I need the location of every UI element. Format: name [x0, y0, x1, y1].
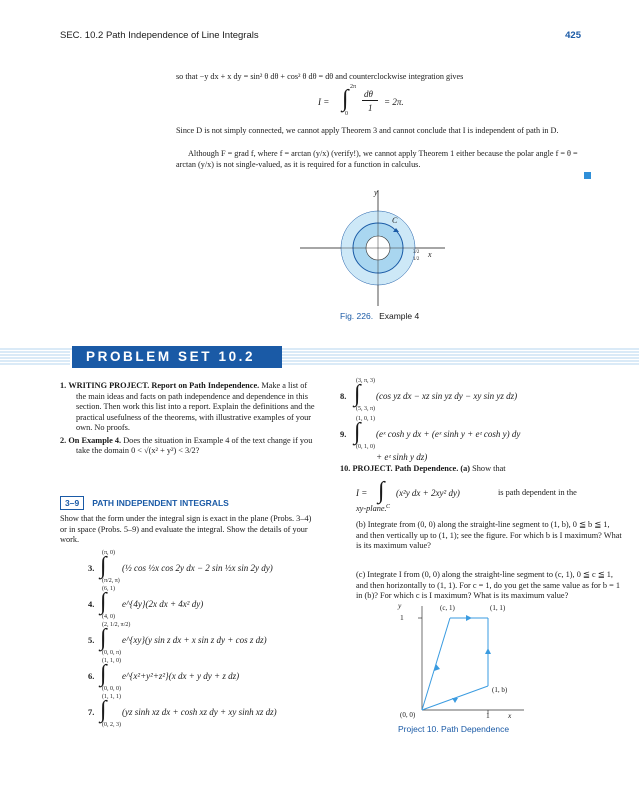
problem-5-upper: (2, 1/2, π/2): [102, 622, 131, 628]
integral-sign: ∫: [354, 419, 361, 445]
running-head: SEC. 10.2 Path Independence of Line Integrals: [60, 30, 259, 41]
p10fig-tick-x1: 1: [486, 711, 490, 720]
problem-5-lower: (0, 0, π): [102, 650, 122, 656]
problem-4-lower: (4, 0): [102, 614, 115, 620]
p10fig-label-11: (1, 1): [490, 604, 506, 612]
problem-5-integrand: e^{xy}(y sin z dx + x sin z dy + cos z dz): [122, 635, 267, 645]
problem-8: [340, 378, 620, 412]
problem-6-upper: (1, 1, 0): [102, 658, 121, 664]
p10-eq-tail2: xy-plane.: [356, 504, 387, 513]
left-column: [60, 381, 318, 457]
problem-8-integrand: (cos yz dx − xz sin yz dy − xy sin yz dz): [376, 391, 518, 401]
intro-line: so that −y dx + x dy = sin² θ dθ + cos² θ dθ = dθ and counterclockwise integration gives: [176, 72, 464, 81]
p10fig-arrow-up: [485, 648, 491, 654]
problem-6-integrand: e^{x²+y²+z²}(x dx + y dy + z dz): [122, 671, 240, 681]
section-title: PATH INDEPENDENT INTEGRALS: [92, 498, 229, 508]
fig226-label-c: C: [392, 216, 398, 225]
problem-10-head: [340, 464, 620, 475]
p10fig-tick-y1: 1: [400, 613, 404, 622]
problem-6-lower: (0, 0, 0): [102, 686, 121, 692]
p10-eq-integrand: (x²y dx + 2xy² dy): [396, 488, 460, 498]
page-number: 425: [565, 30, 581, 41]
figure-caption-label: Fig. 226.: [340, 311, 374, 321]
problem-7-upper: (1, 1, 1): [102, 694, 121, 700]
problem-10-num: 10.: [340, 464, 351, 473]
problem-2: [60, 436, 318, 457]
problem-10-a-label: (a): [460, 464, 471, 473]
integral-sign: ∫: [100, 697, 107, 723]
problem-6-num: 6.: [88, 671, 95, 681]
problem-10-title: PROJECT. Path Dependence.: [352, 464, 459, 473]
problem-2-head: On Example 4.: [68, 435, 122, 445]
problem-9-integrand: (eˣ cosh y dx + (eˣ sinh y + eᶻ cosh y) dy: [376, 429, 521, 439]
problem-1-head: WRITING PROJECT. Report on Path Independence.: [68, 381, 260, 390]
problem-3: [60, 550, 322, 584]
problem-7-num: 7.: [88, 707, 95, 717]
eq-lhs: I =: [318, 97, 330, 107]
problem-set-title: PROBLEM SET 10.2: [86, 349, 256, 364]
section-range: 3–9: [60, 496, 84, 510]
section-intro: Show that the form under the integral sign is exact in the plane (Probs. 3–4) or in space (Probs. 5–9) and evaluate the integral. Show the details of your work.: [60, 514, 312, 544]
p10fig-label-y: y: [398, 601, 402, 610]
integral-sign: ∫: [342, 86, 349, 112]
problem-6: [60, 658, 322, 692]
integral-sign: ∫: [378, 478, 385, 504]
p10-eq-tail: is path dependent in the: [498, 488, 577, 497]
integral-sign: ∫: [100, 589, 107, 615]
p10fig-label-x: x: [508, 711, 512, 720]
problem-3-integrand: (½ cos ½x cos 2y dx − 2 sin ½x sin 2y dy): [122, 563, 273, 573]
problem-3-upper: (π, 0): [102, 550, 116, 556]
project-10-caption: Project 10. Path Dependence: [398, 724, 510, 734]
problem-1-num: 1.: [60, 381, 67, 390]
problem-8-num: 8.: [340, 391, 347, 401]
problem-8-upper: (3, π, 3): [356, 378, 376, 384]
integral-sign: ∫: [100, 553, 107, 579]
problem-2-num: 2.: [60, 435, 67, 445]
problem-7: [60, 694, 322, 728]
problem-3-num: 3.: [88, 563, 95, 573]
p10fig-label-1b: (1, b): [492, 686, 508, 694]
eq-lower: 0: [345, 111, 348, 117]
end-of-example-square: [584, 172, 591, 179]
problem-9-lower: (0, 1, 0): [356, 444, 375, 450]
problem-1: [60, 381, 318, 434]
problem-10-a-text: Show that: [472, 464, 506, 473]
fig226-label-x: x: [428, 250, 432, 259]
eq-num: dθ: [364, 89, 373, 99]
p10fig-label-00: (0, 0): [400, 711, 416, 719]
problem-3-lower: (π/2, π): [102, 578, 120, 584]
problem-9: [340, 416, 620, 462]
p10-eq-lhs: I =: [356, 488, 368, 498]
p10fig-arrow-b: [452, 698, 458, 703]
problem-1-body: Make a list of the main ideas and facts on path independence and dependence in this section. Then work this list into a report. Explain the definitions and the practical usefulness of the theorems, with illustrative examples of your own. No proofs.: [76, 381, 315, 432]
fig226-tick-2: 1/2: [413, 257, 420, 262]
p10fig-arrow-right: [466, 615, 472, 621]
p10-eq-sub: C: [386, 504, 391, 510]
problem-10-b: (b) Integrate from (0, 0) along the straight-line segment to (1, b), 0 ≦ b ≦ 1, and then vertically up to (1, 1); see the figure. For which b is I maximum? What is its maximum value?: [356, 520, 622, 550]
problem-2-body: Does the situation in Example 4 of the text change if you take the domain 0 < √(x² + y²) < 3/2?: [76, 435, 313, 455]
problem-4-integrand: e^{4y}(2x dx + 4x² dy): [122, 599, 204, 609]
problem-9-integrand-cont: + eᶻ sinh y dz): [376, 452, 428, 462]
figure-caption: [340, 311, 419, 321]
integral-sign: ∫: [354, 381, 361, 407]
figure-caption-text: Example 4: [379, 311, 420, 321]
eq-den: 1: [368, 103, 373, 113]
problem-9-upper: (1, 0, 1): [356, 416, 375, 422]
paragraph-1: Since D is not simply connected, we cannot apply Theorem 3 and cannot conclude that I is independent of path in D.: [176, 126, 559, 135]
problem-9-num: 9.: [340, 429, 347, 439]
problem-10-equation: [356, 476, 622, 514]
project-10-figure: [390, 598, 530, 722]
frac-bar: [362, 100, 378, 101]
integral-sign: ∫: [100, 661, 107, 687]
fig226-label-y: y: [374, 188, 378, 197]
problem-4: [60, 586, 322, 620]
problem-8-lower: (5, 3, π): [356, 406, 376, 412]
integral-list-right: [340, 378, 620, 462]
problem-4-num: 4.: [88, 599, 95, 609]
problem-7-integrand: (yz sinh xz dx + cosh xz dy + xy sinh xz dz): [122, 707, 277, 717]
integral-list-left: [60, 550, 322, 735]
problem-5-num: 5.: [88, 635, 95, 645]
section-heading: [60, 496, 229, 510]
problem-5: [60, 622, 322, 656]
p10fig-label-c1: (c, 1): [440, 604, 455, 612]
problem-4-upper: (6, 1): [102, 586, 115, 592]
problem-10-c: (c) Integrate I from (0, 0) along the straight-line segment to (c, 1), 0 ≦ c ≦ 1, and then horizontally to (1, 1). For c = 1, do you get the same value as for b = 1 in (b)? For which c is I maximum? What is its maximum value?: [356, 570, 620, 600]
paragraph-2: Although F = grad f, where f = arctan (y/x) (verify!), we cannot apply Theorem 1 either because the polar angle f = θ = arctan (y/x) is not single-valued, as it is required for a function in calculus.: [176, 149, 578, 169]
eq-upper: 2π: [350, 84, 357, 90]
figure-226: [300, 188, 450, 308]
eq-rhs: = 2π.: [384, 97, 404, 107]
problem-7-lower: (0, 2, 3): [102, 722, 121, 728]
display-equation: [318, 84, 478, 118]
fig226-tick-1: 3/2: [413, 250, 420, 255]
integral-sign: ∫: [100, 625, 107, 651]
